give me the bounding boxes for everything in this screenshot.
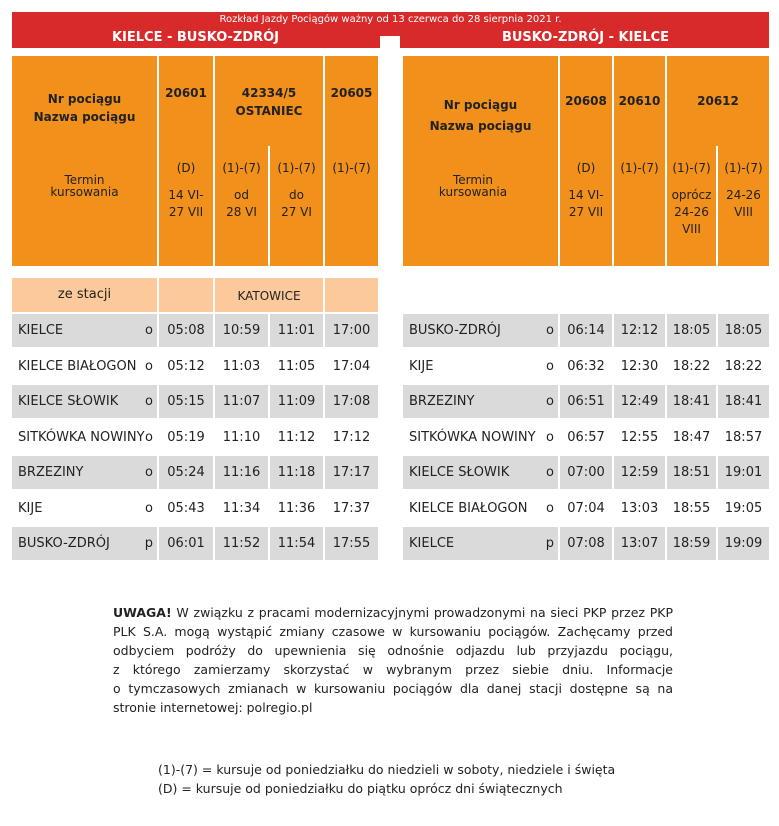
right-route-title: BUSKO-ZDRÓJ - KIELCE xyxy=(501,30,670,45)
term-cell xyxy=(159,160,213,221)
train-name: OSTANIEC xyxy=(235,104,303,118)
departure-time: 18:22 xyxy=(672,358,711,374)
train-number: 20610 xyxy=(618,94,661,108)
term-line: (1)-(7) xyxy=(277,161,316,175)
departure-time: 17:17 xyxy=(325,456,378,489)
term-line: (1)-(7) xyxy=(620,161,659,175)
term-line: VIII xyxy=(734,205,753,219)
departure-time: 11:16 xyxy=(215,456,268,489)
term-line: (D) xyxy=(576,161,596,175)
term-line: VIII xyxy=(682,222,701,236)
notice-line: stronie internetowej: polregio.pl xyxy=(113,700,313,715)
divider xyxy=(323,278,325,312)
departure-time: 12:55 xyxy=(620,429,659,445)
station-name: KIELCE xyxy=(12,314,157,347)
station-name: BUSKO-ZDRÓJ xyxy=(403,314,558,347)
departure-time: 18:05 xyxy=(718,314,769,347)
notice-line: z którego zamierzamy skorzystać w wybranym przez siebie dniu. Informacje xyxy=(113,662,673,677)
stop-mark: o xyxy=(546,500,554,516)
left-route-title: KIELCE - BUSKO-ZDRÓJ xyxy=(111,30,280,45)
stop-mark: o xyxy=(546,323,554,338)
departure-time: 18:41 xyxy=(667,385,716,418)
station-name: KIELCE BIAŁOGON xyxy=(18,358,137,374)
departure-time: 05:08 xyxy=(159,314,213,347)
term-line: 24-26 xyxy=(674,205,709,219)
departure-time: 11:12 xyxy=(277,429,316,445)
term-line: 14 VI- xyxy=(168,188,204,202)
legend xyxy=(158,760,718,798)
departure-time: 11:05 xyxy=(277,358,316,374)
station-name: BUSKO-ZDRÓJ xyxy=(12,527,157,560)
term-cell xyxy=(614,160,665,177)
station-name: SITKÓWKA NOWINY xyxy=(409,429,536,445)
stop-mark: o xyxy=(546,465,554,480)
notice-line: o tymczasowych zmianach w kursowaniu pociągów dla danej stacji dostępne są na xyxy=(113,681,673,696)
departure-time: 11:10 xyxy=(222,429,261,445)
stop-mark: o xyxy=(145,358,153,374)
term-label: kursowania xyxy=(50,185,119,199)
departure-time: 18:05 xyxy=(667,314,716,347)
legend-line: (D) = kursuje od poniedziałku do piątku oprócz dni świątecznych xyxy=(158,781,563,796)
term-line: do xyxy=(289,188,304,202)
departure-time: 11:52 xyxy=(215,527,268,560)
departure-time: 06:51 xyxy=(560,385,612,418)
departure-time: 17:12 xyxy=(332,429,371,445)
departure-time: 11:18 xyxy=(270,456,323,489)
departure-time: 11:01 xyxy=(270,314,323,347)
station-name: KIELCE SŁOWIK xyxy=(403,456,558,489)
term-line: (1)-(7) xyxy=(672,161,711,175)
term-label: Termin xyxy=(64,173,105,187)
from-station-value: KATOWICE xyxy=(237,289,301,303)
legend-line: (1)-(7) = kursuje od poniedziałku do niedzieli w soboty, niedziele i święta xyxy=(158,762,616,777)
term-label: Termin xyxy=(452,173,494,187)
term-line: od xyxy=(234,188,249,202)
term-cell xyxy=(325,160,378,177)
departure-time: 05:19 xyxy=(167,429,205,445)
banner-notch xyxy=(380,36,400,48)
stop-mark: o xyxy=(546,394,554,409)
train-no-label: Nr pociągu xyxy=(47,92,122,106)
station-name: KIELCE SŁOWIK xyxy=(12,385,157,418)
departure-time: 07:04 xyxy=(567,500,605,516)
departure-time: 06:01 xyxy=(159,527,213,560)
departure-time: 17:37 xyxy=(332,500,371,516)
departure-time: 05:24 xyxy=(159,456,213,489)
notice-line: PLK S.A. mogą wystąpić zmiany czasowe w kursowaniu pociągów. Zachęcamy przed xyxy=(113,624,673,639)
term-label: kursowania xyxy=(438,185,508,199)
stop-mark: o xyxy=(145,429,153,445)
term-line: 24-26 xyxy=(726,188,761,202)
departure-time: 11:36 xyxy=(277,500,316,516)
term-cell xyxy=(718,160,769,221)
term-line: 27 VII xyxy=(168,205,204,219)
term-line: (1)-(7) xyxy=(222,161,261,175)
notice-line xyxy=(113,603,673,622)
departure-time: 19:01 xyxy=(718,456,769,489)
notice xyxy=(113,603,673,717)
departure-time: 17:04 xyxy=(332,358,371,374)
departure-time: 06:57 xyxy=(567,429,605,445)
departure-time: 17:55 xyxy=(325,527,378,560)
stop-mark: p xyxy=(144,536,153,551)
departure-time: 13:03 xyxy=(620,500,659,516)
departure-time: 06:32 xyxy=(567,358,605,374)
departure-time: 05:43 xyxy=(167,500,205,516)
station-name: BRZEZINY xyxy=(403,385,558,418)
train-number: 20605 xyxy=(330,86,373,100)
departure-time: 19:05 xyxy=(724,500,763,516)
stop-mark: o xyxy=(546,429,554,445)
term-cell xyxy=(270,160,323,221)
notice-bold: UWAGA! xyxy=(113,605,172,620)
term-line: (1)-(7) xyxy=(332,161,371,175)
station-name: KIELCE BIAŁOGON xyxy=(409,500,528,516)
departure-time: 05:15 xyxy=(159,385,213,418)
departure-time: 12:59 xyxy=(614,456,665,489)
departure-time: 18:55 xyxy=(672,500,711,516)
departure-time: 12:49 xyxy=(614,385,665,418)
departure-time: 11:09 xyxy=(270,385,323,418)
departure-time: 07:08 xyxy=(560,527,612,560)
stop-mark: o xyxy=(145,323,153,338)
term-line: 14 VI- xyxy=(568,188,604,202)
term-line: (D) xyxy=(176,161,196,175)
departure-time: 18:51 xyxy=(667,456,716,489)
departure-time: 18:59 xyxy=(667,527,716,560)
train-number: 20608 xyxy=(565,94,607,108)
departure-time: 11:34 xyxy=(222,500,261,516)
departure-time: 06:14 xyxy=(560,314,612,347)
departure-time: 10:59 xyxy=(215,314,268,347)
departure-time: 17:00 xyxy=(325,314,378,347)
departure-time: 11:54 xyxy=(270,527,323,560)
departure-time: 12:30 xyxy=(620,358,659,374)
train-name-label: Nazwa pociągu xyxy=(33,110,136,124)
train-number: 42334/5 xyxy=(241,86,297,100)
term-cell xyxy=(667,160,716,238)
station-name: KIJE xyxy=(18,500,43,516)
term-line: 27 VI xyxy=(281,205,312,219)
departure-time: 07:00 xyxy=(560,456,612,489)
departure-time: 05:12 xyxy=(167,358,205,374)
stop-mark: o xyxy=(145,394,153,409)
term-line: oprócz xyxy=(671,188,712,202)
term-cell xyxy=(215,160,268,221)
notice-text: W związku z pracami modernizacyjnymi prowadzonymi na sieci PKP przez PKP xyxy=(171,605,673,620)
station-name: BRZEZINY xyxy=(12,456,157,489)
departure-time: 18:22 xyxy=(724,358,763,374)
station-name: KIELCE xyxy=(403,527,558,560)
station-name: KIJE xyxy=(409,358,434,374)
stop-mark: o xyxy=(145,500,153,516)
station-name: SITKÓWKA NOWINY xyxy=(18,429,145,445)
term-line: 27 VII xyxy=(568,205,604,219)
departure-time: 19:09 xyxy=(718,527,769,560)
term-line: 28 VI xyxy=(226,205,257,219)
stop-mark: o xyxy=(546,358,554,374)
departure-time: 18:41 xyxy=(718,385,769,418)
departure-time: 17:08 xyxy=(325,385,378,418)
departure-time: 11:03 xyxy=(222,358,261,374)
train-no-label: Nr pociągu xyxy=(443,98,518,112)
term-cell xyxy=(560,160,612,221)
notice-line: odbyciem podróży do upewnienia się odnośnie odjazdu lub przyjazdu pociągu, xyxy=(113,643,673,658)
train-number: 20612 xyxy=(697,94,739,108)
departure-time: 18:47 xyxy=(672,429,711,445)
stop-mark: p xyxy=(545,536,554,551)
train-name-label: Nazwa pociągu xyxy=(429,119,532,133)
stop-mark: o xyxy=(145,465,153,480)
train-number: 20601 xyxy=(165,86,207,100)
divider xyxy=(157,278,159,312)
term-line: (1)-(7) xyxy=(724,161,763,175)
departure-time: 12:12 xyxy=(614,314,665,347)
from-station-label: ze stacji xyxy=(57,287,112,302)
validity-text: Rozkład Jazdy Pociągów ważny od 13 czerwca do 28 sierpnia 2021 r. xyxy=(219,14,562,25)
departure-time: 18:57 xyxy=(724,429,763,445)
departure-time: 11:07 xyxy=(215,385,268,418)
departure-time: 13:07 xyxy=(614,527,665,560)
